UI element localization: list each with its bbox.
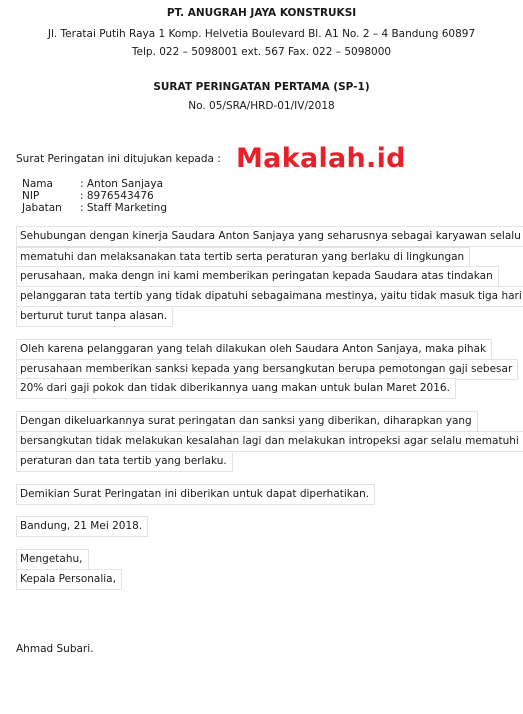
paragraph-line: Oleh karena pelanggaran yang telah dilakukan oleh Saudara Anton Sanjaya, maka pihak [16, 339, 492, 360]
watermark-logo: Makalah.id [236, 143, 406, 174]
paragraph-line: 20% dari gaji pokok dan tidak diberikannya uang makan untuk bulan Maret 2016. [16, 378, 456, 399]
recipient-position-label: Jabatan [22, 202, 62, 214]
closing-statement: Demikian Surat Peringatan ini diberikan untuk dapat diperhatikan. [16, 484, 375, 505]
letter-title: SURAT PERINGATAN PERTAMA (SP-1) [153, 81, 370, 93]
paragraph-line: perusahaan memberikan sanksi kepada yang bersangkutan berupa pemotongan gaji sebesar [16, 359, 518, 380]
intro-text: Surat Peringatan ini ditujukan kepada : [16, 153, 221, 165]
letter-date: Bandung, 21 Mei 2018. [16, 516, 148, 537]
paragraph-line: Sehubungan dengan kinerja Saudara Anton Sanjaya yang seharusnya sebagai karyawan selalu [16, 226, 523, 247]
recipient-position-value: : Staff Marketing [80, 202, 167, 214]
paragraph-line: Dengan dikeluarkannya surat peringatan dan sanksi yang diberikan, diharapkan yang [16, 411, 478, 432]
paragraph-line: mematuhi dan melaksanakan tata tertib serta peraturan yang berlaku di lingkungan [16, 247, 470, 268]
letter-number: No. 05/SRA/HRD-01/IV/2018 [188, 100, 335, 112]
paragraph-line: peraturan dan tata tertib yang berlaku. [16, 451, 233, 472]
signer-name: Ahmad Subari. [16, 643, 94, 655]
recipient-nip-value: : 8976543476 [80, 190, 154, 202]
recipient-name-value: : Anton Sanjaya [80, 178, 164, 190]
acknowledged-label: Mengetahu, [16, 549, 89, 570]
company-address: Jl. Teratai Putih Raya 1 Komp. Helvetia Boulevard Bl. A1 No. 2 – 4 Bandung 60897 [47, 28, 476, 40]
recipient-name-label: Nama [22, 178, 53, 190]
recipient-nip-label: NIP [22, 190, 40, 202]
paragraph-line: pelanggaran tata tertib yang tidak dipatuhi sebagaimana mestinya, yaitu tidak masuk tiga hari [16, 286, 523, 307]
company-name: PT. ANUGRAH JAYA KONSTRUKSI [166, 7, 357, 19]
paragraph-line: perusahaan, maka dengn ini kami memberikan peringatan kepada Saudara atas tindakan [16, 266, 499, 287]
signer-position: Kepala Personalia, [16, 569, 122, 590]
company-phone: Telp. 022 – 5098001 ext. 567 Fax. 022 – 5098000 [131, 46, 392, 58]
paragraph-line: berturut turut tanpa alasan. [16, 306, 173, 327]
paragraph-line: bersangkutan tidak melakukan kesalahan lagi dan melakukan intropeksi agar selalu mematuhi [16, 431, 523, 452]
